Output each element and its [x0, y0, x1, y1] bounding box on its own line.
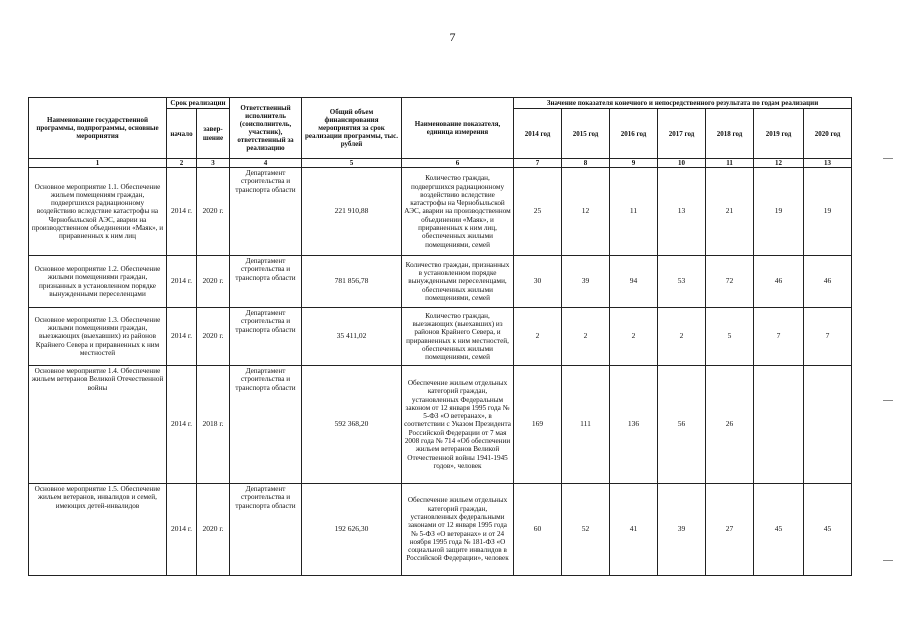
- value-cell: 60: [514, 484, 562, 576]
- activity-name: Основное мероприятие 1.1. Обеспечение жильем помещениям граждан, подвергшихся радиационному воздействию вследствие катастрофы на Чернобыльской АЭС, аварии на производственном объединении «Маяк», и приравненных к ним лиц: [29, 168, 167, 256]
- value-cell: 7: [754, 308, 804, 366]
- column-number: 8: [562, 159, 610, 168]
- indicator: Количество граждан, признанных в установленном порядке вынужденными переселенцами, обеспеченных жилыми помещениями, семей: [402, 256, 514, 308]
- column-number: 2: [167, 159, 197, 168]
- value-cell: 46: [804, 256, 852, 308]
- value-cell: 72: [706, 256, 754, 308]
- header-responsible: Ответственный исполнитель (соисполнитель, участник), ответственный за реализацию: [230, 98, 302, 159]
- column-number: 11: [706, 159, 754, 168]
- column-number: 1: [29, 159, 167, 168]
- value-cell: 27: [706, 484, 754, 576]
- responsible: Департамент строительства и транспорта области: [230, 484, 302, 576]
- column-number: 6: [402, 159, 514, 168]
- page-number: 7: [449, 30, 456, 44]
- header-term-start: начало: [167, 109, 197, 159]
- value-cell: 2: [514, 308, 562, 366]
- scan-edge-mark: [883, 400, 893, 401]
- value-cell: 39: [562, 256, 610, 308]
- funding: 35 411,02: [302, 308, 402, 366]
- term-start: 2014 г.: [167, 484, 197, 576]
- value-cell: 52: [562, 484, 610, 576]
- header-term-group: Срок реализации: [167, 98, 230, 109]
- table-row: [29, 308, 852, 366]
- value-cell: [804, 366, 852, 484]
- funding: 221 910,88: [302, 168, 402, 256]
- activity-name: Основное мероприятие 1.4. Обеспечение жильем ветеранов Великой Отечественной войны: [29, 366, 167, 484]
- value-cell: 12: [562, 168, 610, 256]
- value-cell: 7: [804, 308, 852, 366]
- header-year: 2016 год: [610, 109, 658, 159]
- header-year: 2019 год: [754, 109, 804, 159]
- column-number: 13: [804, 159, 852, 168]
- value-cell: 45: [804, 484, 852, 576]
- funding: 781 856,78: [302, 256, 402, 308]
- scan-edge-mark: [883, 560, 893, 561]
- funding: 192 626,30: [302, 484, 402, 576]
- header-name: Наименование государственной программы, подпрограммы, основные мероприятия: [29, 98, 167, 159]
- program-table: [28, 97, 852, 576]
- value-cell: 136: [610, 366, 658, 484]
- value-cell: 25: [514, 168, 562, 256]
- value-cell: 94: [610, 256, 658, 308]
- term-start: 2014 г.: [167, 366, 197, 484]
- value-cell: 41: [610, 484, 658, 576]
- column-number: 5: [302, 159, 402, 168]
- column-number: 7: [514, 159, 562, 168]
- column-number: 9: [610, 159, 658, 168]
- responsible: Департамент строительства и транспорта области: [230, 366, 302, 484]
- header-year: 2018 год: [706, 109, 754, 159]
- term-end: 2020 г.: [197, 256, 230, 308]
- value-cell: 2: [610, 308, 658, 366]
- header-year: 2014 год: [514, 109, 562, 159]
- value-cell: 19: [804, 168, 852, 256]
- header-year: 2020 год: [804, 109, 852, 159]
- table-row: [29, 168, 852, 256]
- activity-name: Основное мероприятие 1.5. Обеспечение жильем ветеранов, инвалидов и семей, имеющих детей-инвалидов: [29, 484, 167, 576]
- value-cell: 21: [706, 168, 754, 256]
- column-number: 12: [754, 159, 804, 168]
- scan-edge-mark: [883, 158, 893, 159]
- responsible: Департамент строительства и транспорта области: [230, 308, 302, 366]
- responsible: Департамент строительства и транспорта области: [230, 256, 302, 308]
- value-cell: 30: [514, 256, 562, 308]
- column-number: 4: [230, 159, 302, 168]
- term-end: 2020 г.: [197, 168, 230, 256]
- value-cell: [754, 366, 804, 484]
- header-year: 2015 год: [562, 109, 610, 159]
- value-cell: 5: [706, 308, 754, 366]
- term-start: 2014 г.: [167, 168, 197, 256]
- term-end: 2020 г.: [197, 308, 230, 366]
- header-values-group: Значение показателя конечного и непосредственного результата по годам реализации: [514, 98, 852, 109]
- value-cell: 11: [610, 168, 658, 256]
- value-cell: 39: [658, 484, 706, 576]
- header-term-end: завер-шение: [197, 109, 230, 159]
- indicator: Обеспечение жильем отдельных категорий граждан, установленных Федеральным законом от 12 января 1995 года № 5-ФЗ «О ветеранах», в соответствии с Указом Президента Российской Федерации от 7 мая 2008 года № 714 «Об обеспечении жильем ветеранов Великой Отечественной войны 1941-1945 годов», человек: [402, 366, 514, 484]
- value-cell: 56: [658, 366, 706, 484]
- indicator: Обеспечение жильем отдельных категорий граждан, установленных федеральными законами от 12 января 1995 года № 5-ФЗ «О ветеранах» и от 24 ноября 1995 года № 181-ФЗ «О социальной защите инвалидов в Российской Федерации», человек: [402, 484, 514, 576]
- value-cell: 2: [658, 308, 706, 366]
- table-row: [29, 256, 852, 308]
- value-cell: 26: [706, 366, 754, 484]
- value-cell: 53: [658, 256, 706, 308]
- header-funding: Общий объем финансирования мероприятия за срок реализации программы, тыс. рублей: [302, 98, 402, 159]
- value-cell: 46: [754, 256, 804, 308]
- term-start: 2014 г.: [167, 308, 197, 366]
- activity-name: Основное мероприятие 1.3. Обеспечение жилыми помещениями граждан, выезжающих (выехавших) из районов Крайнего Севера и приравненных к ним местностей: [29, 308, 167, 366]
- value-cell: 45: [754, 484, 804, 576]
- funding: 592 368,20: [302, 366, 402, 484]
- column-number: 10: [658, 159, 706, 168]
- term-start: 2014 г.: [167, 256, 197, 308]
- term-end: 2018 г.: [197, 366, 230, 484]
- value-cell: 111: [562, 366, 610, 484]
- value-cell: 169: [514, 366, 562, 484]
- activity-name: Основное мероприятие 1.2. Обеспечение жилыми помещениями граждан, признанных в установленном порядке вынужденными переселенцами: [29, 256, 167, 308]
- value-cell: 13: [658, 168, 706, 256]
- column-number: 3: [197, 159, 230, 168]
- table-row: [29, 484, 852, 576]
- responsible: Департамент строительства и транспорта области: [230, 168, 302, 256]
- column-numbers-row: [29, 159, 852, 168]
- value-cell: 2: [562, 308, 610, 366]
- indicator: Количество граждан, подвергшихся радиационному воздействию вследствие катастрофы на Чернобыльской АЭС, аварии на производственном объединении «Маяк», и приравненных к ним лиц, обеспеченных жилыми помещениями, семей: [402, 168, 514, 256]
- term-end: 2020 г.: [197, 484, 230, 576]
- header-indicator: Наименование показателя, единица измерения: [402, 98, 514, 159]
- indicator: Количество граждан, выезжающих (выехавших) из районов Крайнего Севера, и приравненных к ним местностей, обеспеченных жилыми помещениями, семей: [402, 308, 514, 366]
- header-year: 2017 год: [658, 109, 706, 159]
- table-row: [29, 366, 852, 484]
- value-cell: 19: [754, 168, 804, 256]
